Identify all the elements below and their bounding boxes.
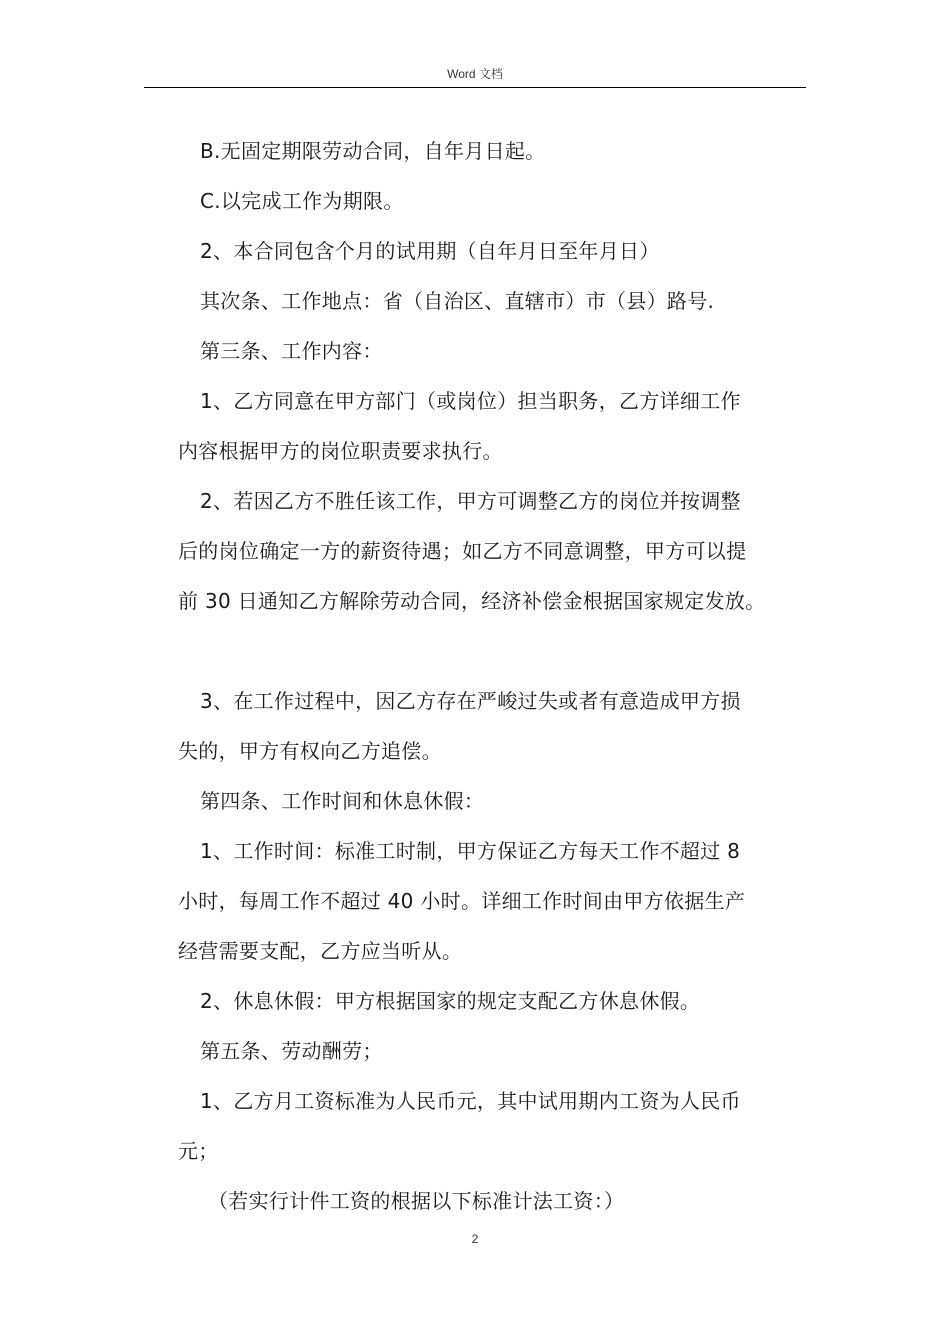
blank-line	[178, 626, 808, 676]
paragraph-5-1-line-2: 元；	[178, 1139, 219, 1163]
page-header: Word 文档	[447, 67, 503, 81]
paragraph-4-1-line-2: 小时，每周工作不超过 40 小时。详细工作时间由甲方依据生产	[178, 889, 746, 913]
paragraph-4-1-line-1: 1、工作时间：标准工时制，甲方保证乙方每天工作不超过 8	[200, 839, 741, 863]
document-body	[178, 126, 808, 1226]
paragraph-3-3-line-2: 失的，甲方有权向乙方追偿。	[178, 739, 442, 763]
heading-article-3: 第三条、工作内容：	[200, 339, 383, 363]
paragraph-4-1-line-3: 经营需要支配，乙方应当听从。	[178, 939, 463, 963]
paragraph-3-2-line-3: 前 30 日通知乙方解除劳动合同，经济补偿金根据国家规定发放。	[178, 589, 766, 613]
paragraph-3-1-line-2: 内容根据甲方的岗位职责要求执行。	[178, 439, 503, 463]
paragraph-3-2-line-2: 后的岗位确定一方的薪资待遇；如乙方不同意调整，甲方可以提	[178, 539, 747, 563]
paragraph-article-2-location: 其次条、工作地点：省（自治区、直辖市）市（县）路号.	[200, 289, 715, 313]
heading-article-4: 第四条、工作时间和休息休假：	[200, 789, 485, 813]
paragraph-piecework-note: （若实行计件工资的根据以下标准计法工资：）	[208, 1189, 625, 1213]
paragraph-3-2-line-1: 2、若因乙方不胜任该工作，甲方可调整乙方的岗位并按调整	[200, 489, 741, 513]
page-number: 2	[471, 1232, 479, 1246]
paragraph-probation: 2、本合同包含个月的试用期（自年月日至年月日）	[200, 239, 660, 263]
header-divider	[144, 87, 806, 88]
paragraph-term-b: B.无固定期限劳动合同，自年月日起。	[200, 139, 546, 163]
paragraph-3-1-line-1: 1、乙方同意在甲方部门（或岗位）担当职务，乙方详细工作	[200, 389, 741, 413]
paragraph-4-2: 2、休息休假：甲方根据国家的规定支配乙方休息休假。	[200, 989, 701, 1013]
paragraph-5-1-line-1: 1、乙方月工资标准为人民币元，其中试用期内工资为人民币	[200, 1089, 741, 1113]
heading-article-5: 第五条、劳动酬劳；	[200, 1039, 383, 1063]
paragraph-3-3-line-1: 3、在工作过程中，因乙方存在严峻过失或者有意造成甲方损	[200, 689, 741, 713]
paragraph-term-c: C.以完成工作为期限。	[200, 189, 404, 213]
